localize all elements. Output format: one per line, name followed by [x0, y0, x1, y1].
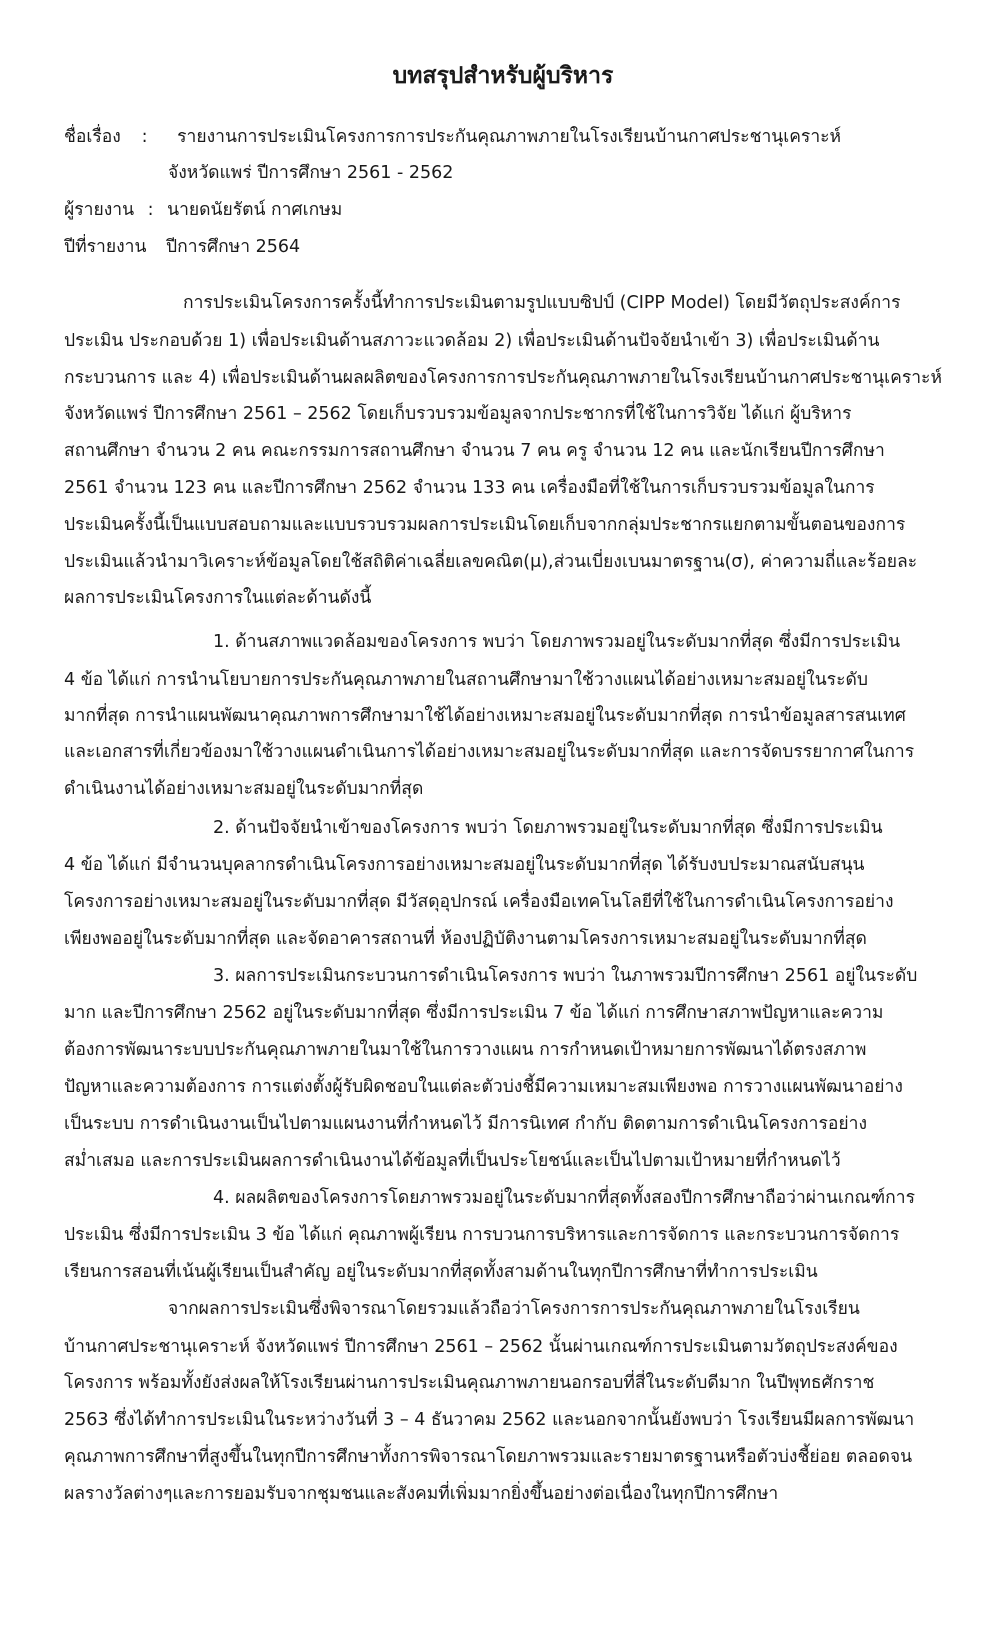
- reporter-row: [64, 196, 944, 224]
- body-line: โครงการ พร้อมทั้งยังส่งผลให้โรงเรียนผ่านการประเมินคุณภาพภายนอกรอบที่สี่ในระดับดีมาก ในปีพุทธศักราช: [64, 1373, 875, 1393]
- body-line: 4 ข้อ ได้แก่ มีจำนวนบุคลากรดำเนินโครงการอย่างเหมาะสมอยู่ในระดับมากที่สุด ได้รับงบประมาณสนับสนุน: [64, 855, 865, 875]
- body-line: 4. ผลผลิตของโครงการโดยภาพรวมอยู่ในระดับมากที่สุดทั้งสองปีการศึกษาถือว่าผ่านเกณฑ์การ: [213, 1188, 916, 1208]
- body-line: 2563 ซึ่งได้ทำการประเมินในระหว่างวันที่ 3 – 4 ธันวาคม 2562 และนอกจากนั้นยังพบว่า โรงเรียนมีผลการพัฒนา: [64, 1410, 915, 1430]
- body-line: จากผลการประเมินซึ่งพิจารณาโดยรวมแล้วถือว่าโครงการการประกันคุณภาพภายในโรงเรียน: [168, 1299, 860, 1319]
- body-line: ต้องการพัฒนาระบบประกันคุณภาพภายในมาใช้ในการวางแผน การกำหนดเป้าหมายการพัฒนาได้ตรงสภาพ: [64, 1040, 867, 1060]
- body-line: ประเมิน ซึ่งมีการประเมิน 3 ข้อ ได้แก่ คุณภาพผู้เรียน การบวนการบริหารและการจัดการ และกระบวนการจัดการ: [64, 1225, 900, 1245]
- report-year-value: ปีการศึกษา 2564: [166, 237, 301, 257]
- subject-label: ชื่อเรื่อง: [64, 127, 121, 147]
- body-line: จังหวัดแพร่ ปีการศึกษา 2561 – 2562 โดยเก็บรวบรวมข้อมูลจากประชากรที่ใช้ในการวิจัย ได้แก่ ผู้บริหาร: [64, 404, 852, 424]
- report-year-label: ปีที่รายงาน: [64, 237, 147, 257]
- report-year-row: [64, 233, 944, 261]
- body-line: ประเมินแล้วนำมาวิเคราะห์ข้อมูลโดยใช้สถิติค่าเฉลี่ยเลขคณิต(μ),ส่วนเบี่ยงเบนมาตรฐาน(σ), ค่าความถี่และร้อยละ: [64, 552, 918, 572]
- reporter-colon: :: [147, 200, 154, 220]
- body-line: 3. ผลการประเมินกระบวนการดำเนินโครงการ พบว่า ในภาพรวมปีการศึกษา 2561 อยู่ในระดับ: [213, 966, 918, 986]
- page-title: บทสรุปสำหรับผู้บริหาร: [392, 63, 614, 89]
- body-line: เป็นระบบ การดำเนินงานเป็นไปตามแผนงานที่กำหนดไว้ มีการนิเทศ กำกับ ติดตามการดำเนินโครงการอย่าง: [64, 1114, 868, 1134]
- body-line: สม่ำเสมอ และการประเมินผลการดำเนินงานได้ข้อมูลที่เป็นประโยชน์และเป็นไปตามเป้าหมายที่กำหนดไว้: [64, 1151, 841, 1171]
- body-line: ปัญหาและความต้องการ การแต่งตั้งผู้รับผิดชอบในแต่ละตัวบ่งชี้มีความเหมาะสมเพียงพอ การวางแผนพัฒนาอย่าง: [64, 1077, 903, 1097]
- body-line: การประเมินโครงการครั้งนี้ทำการประเมินตามรูปแบบซิปป์ (CIPP Model) โดยมีวัตถุประสงค์การ: [183, 293, 901, 313]
- subject-colon: :: [141, 127, 148, 147]
- body-line: บ้านกาศประชานุเคราะห์ จังหวัดแพร่ ปีการศึกษา 2561 – 2562 นั้นผ่านเกณฑ์การประเมินตามวัตถุประสงค์ของ: [64, 1337, 898, 1357]
- body-line: ดำเนินงานได้อย่างเหมาะสมอยู่ในระดับมากที่สุด: [64, 779, 424, 799]
- body-line: ประเมินครั้งนี้เป็นแบบสอบถามและแบบรวบรวมผลการประเมินโดยเก็บจากกลุ่มประชากรแยกตามขั้นตอนของการ: [64, 515, 906, 535]
- subject-row: [64, 123, 944, 151]
- body-line: และเอกสารที่เกี่ยวข้องมาใช้วางแผนดำเนินการได้อย่างเหมาะสมอยู่ในระดับมากที่สุด และการจัดบรรยากาศในการ: [64, 742, 915, 762]
- body-line: 2561 จำนวน 123 คน และปีการศึกษา 2562 จำนวน 133 คน เครื่องมือที่ใช้ในการเก็บรวบรวมข้อมูลในการ: [64, 478, 875, 498]
- body-line: คุณภาพการศึกษาที่สูงขึ้นในทุกปีการศึกษาทั้งการพิจารณาโดยภาพรวมและรายมาตรฐานหรือตัวบ่งชี้ย่อย ตลอดจน: [64, 1447, 913, 1467]
- body-line: มาก และปีการศึกษา 2562 อยู่ในระดับมากที่สุด ซึ่งมีการประเมิน 7 ข้อ ได้แก่ การศึกษาสภาพปัญหาและความ: [64, 1003, 884, 1023]
- body-line: เพียงพออยู่ในระดับมากที่สุด และจัดอาคารสถานที่ ห้องปฏิบัติงานตามโครงการเหมาะสมอยู่ในระดับมากที่สุด: [64, 929, 867, 949]
- reporter-name: นายดนัยรัตน์ กาศเกษม: [167, 200, 343, 220]
- body-line: ผลรางวัลต่างๆและการยอมรับจากชุมชนและสังคมที่เพิ่มมากยิ่งขึ้นอย่างต่อเนื่องในทุกปีการศึกษา: [64, 1484, 779, 1504]
- body-line: เรียนการสอนที่เน้นผู้เรียนเป็นสำคัญ อยู่ในระดับมากที่สุดทั้งสามด้านในทุกปีการศึกษาที่ทำการประเมิน: [64, 1262, 818, 1282]
- body-line: กระบวนการ และ 4) เพื่อประเมินด้านผลผลิตของโครงการการประกันคุณภาพภายในโรงเรียนบ้านกาศประชานุเคราะห์: [64, 368, 942, 388]
- body-line: สถานศึกษา จำนวน 2 คน คณะกรรมการสถานศึกษา จำนวน 7 คน ครู จำนวน 12 คน และนักเรียนปีการศึกษา: [64, 441, 885, 461]
- subject-text-line2: จังหวัดแพร่ ปีการศึกษา 2561 - 2562: [168, 163, 454, 183]
- subject-text-line1: รายงานการประเมินโครงการการประกันคุณภาพภายในโรงเรียนบ้านกาศประชานุเคราะห์: [177, 127, 842, 147]
- body-line: ผลการประเมินโครงการในแต่ละด้านดังนี้: [64, 588, 372, 608]
- body-line: 1. ด้านสภาพแวดล้อมของโครงการ พบว่า โดยภาพรวมอยู่ในระดับมากที่สุด ซึ่งมีการประเมิน: [213, 632, 901, 652]
- body-line: 4 ข้อ ได้แก่ การนำนโยบายการประกันคุณภาพภายในสถานศึกษามาใช้วางแผนได้อย่างเหมาะสมอยู่ในระดับ: [64, 670, 868, 690]
- body-line: โครงการอย่างเหมาะสมอยู่ในระดับมากที่สุด มีวัสดุอุปกรณ์ เครื่องมือเทคโนโลยีที่ใช้ในการดำเนินโครงการอย่าง: [64, 892, 894, 912]
- body-line: ประเมิน ประกอบด้วย 1) เพื่อประเมินด้านสภาวะแวดล้อม 2) เพื่อประเมินด้านปัจจัยนำเข้า 3) เพื่อประเมินด้าน: [64, 331, 880, 351]
- reporter-label: ผู้รายงาน: [64, 200, 135, 220]
- body-line: 2. ด้านปัจจัยนำเข้าของโครงการ พบว่า โดยภาพรวมอยู่ในระดับมากที่สุด ซึ่งมีการประเมิน: [213, 818, 883, 838]
- body-line: มากที่สุด การนำแผนพัฒนาคุณภาพการศึกษามาใช้ได้อย่างเหมาะสมอยู่ในระดับมากที่สุด การนำข้อมูลสารสนเทศ: [64, 706, 906, 726]
